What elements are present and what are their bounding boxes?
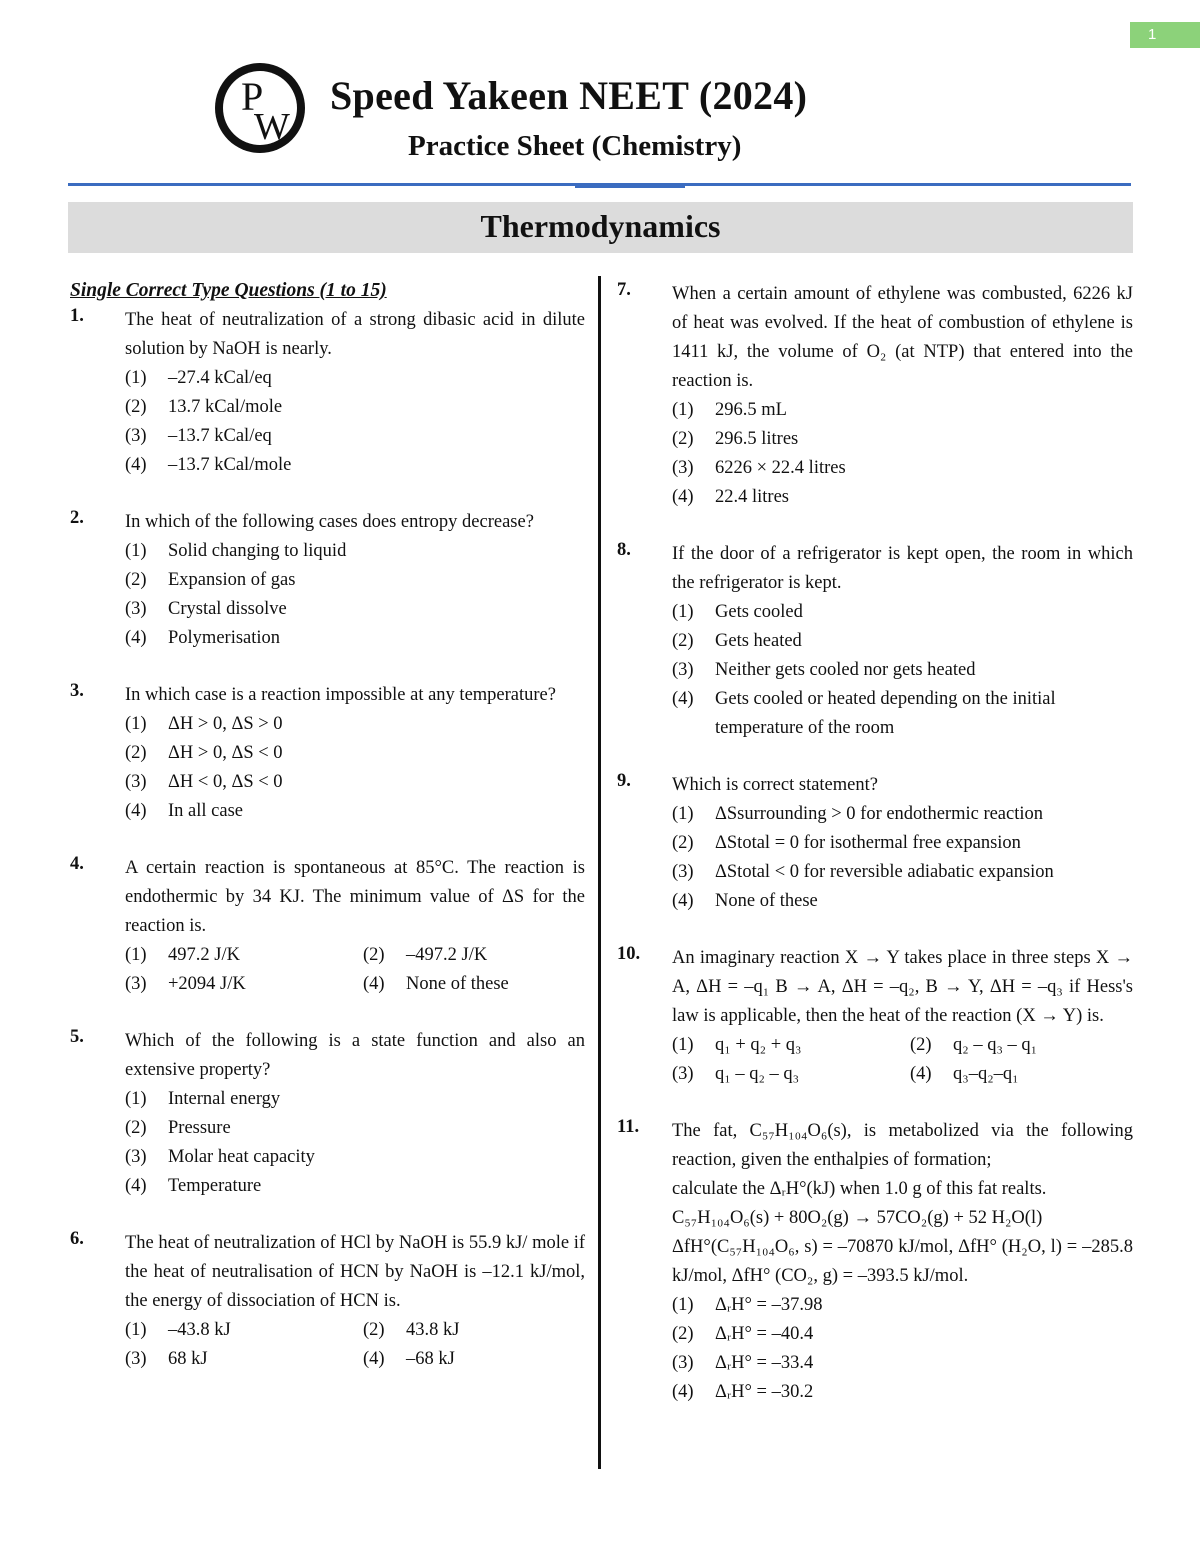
option-label: (4) [125,1176,147,1196]
option-text: –43.8 kJ [168,1320,231,1340]
question-number: 7. [617,280,631,300]
option-label: (3) [125,426,147,446]
option-label: (3) [672,458,694,478]
question-number: 10. [617,944,641,964]
option-text: 296.5 litres [715,429,799,449]
option-label: (4) [125,628,147,648]
page-number: 1 [1130,22,1200,48]
option-text: 13.7 kCal/mole [168,397,283,417]
option-label: (3) [125,1349,147,1369]
reaction-equation: C₅₇H₁₀₄O₆(s) + 80O₂(g) → 57CO₂(g) + 52 H₂O(l) [672,1208,1043,1228]
option[interactable] [672,454,1133,483]
option-text: 68 kJ [168,1349,208,1369]
right-column [617,280,1133,1435]
option[interactable] [672,1378,1133,1407]
question-11 [617,1117,1133,1407]
option[interactable] [672,627,1133,656]
section-title: Single Correct Type Questions (1 to 15) [70,280,387,301]
option[interactable] [672,1349,1133,1378]
option-text: ΔH > 0, ΔS < 0 [168,743,283,763]
option-label: (4) [672,891,694,911]
question-number: 6. [70,1229,84,1249]
question-1 [70,306,585,480]
option[interactable] [125,537,585,566]
question-text: The fat, C₅₇H₁₀₄O₆(s), is metabolized via the following reaction, given the enthalpies of formation; [672,1121,1133,1170]
option-text: –27.4 kCal/eq [168,368,272,388]
option[interactable] [125,393,585,422]
option[interactable] [672,887,1133,916]
option-text: 43.8 kJ [406,1320,460,1340]
option-label: (3) [125,599,147,619]
option[interactable] [125,624,585,653]
option[interactable] [125,595,585,624]
question-text: In which case is a reaction impossible at any temperature? [125,685,556,705]
page-title: Speed Yakeen NEET (2024) [330,73,808,118]
option[interactable] [125,970,363,999]
option[interactable] [672,1320,1133,1349]
option-label: (1) [672,1035,694,1055]
enthalpy-data: ΔfH°(C₅₇H₁₀₄O₆, s) = –70870 kJ/mol, ΔfH° (H₂O, l) = –285.8 kJ/mol, ΔfH° (CO₂, g) = –393.5 kJ/mol. [672,1237,1133,1286]
option-label: (1) [672,804,694,824]
option-label: (2) [363,945,385,965]
option-label: (3) [672,1353,694,1373]
option-label: (4) [672,1382,694,1402]
option-text: ΔᵣH° = –40.4 [715,1324,814,1344]
question-text: If the door of a refrigerator is kept open, the room in which the refrigerator is kept. [672,544,1133,593]
option[interactable] [672,1291,1133,1320]
option-label: (2) [125,570,147,590]
option-label: (2) [672,429,694,449]
option[interactable] [125,1085,585,1114]
option-text: q₁ + q₂ + q₃ [715,1035,802,1055]
option[interactable] [363,941,487,970]
option-label: (3) [125,1147,147,1167]
header-divider-accent [575,186,685,188]
option[interactable] [910,1031,1037,1060]
option-text: –13.7 kCal/eq [168,426,272,446]
option-label: (2) [910,1035,932,1055]
svg-text:P: P [241,74,264,119]
question-text: When a certain amount of ethylene was combusted, 6226 kJ of heat was evolved. If the heat of combustion of ethylene is 1411 kJ, the volume of O₂ (at NTP) that entered into the reaction is. [672,284,1133,391]
option-label: (1) [672,1295,694,1315]
option-label: (1) [125,541,147,561]
option-text: Gets cooled or heated depending on the initial temperature of the room [715,689,1056,738]
option-text: 22.4 litres [715,487,789,507]
option-label: (3) [672,862,694,882]
option[interactable] [125,1143,585,1172]
option-label: (2) [125,397,147,417]
option-label: (4) [125,455,147,475]
option[interactable] [672,598,1133,627]
question-number: 9. [617,771,631,791]
option-text: ΔStotal = 0 for isothermal free expansion [715,833,1021,853]
question-text: Which of the following is a state function and also an extensive property? [125,1031,585,1080]
option-label: (2) [672,631,694,651]
question-number: 11. [617,1117,640,1137]
option-label: (2) [125,1118,147,1138]
option-label: (3) [672,1064,694,1084]
question-5 [70,1027,585,1201]
option[interactable] [672,1060,910,1089]
option-text: Gets cooled [715,602,803,622]
option-text: ΔStotal < 0 for reversible adiabatic expansion [715,862,1054,882]
question-9 [617,771,1133,916]
option-text: Internal energy [168,1089,281,1109]
option[interactable] [125,739,585,768]
question-10 [617,944,1133,1089]
option-text: Polymerisation [168,628,281,648]
option[interactable] [125,768,585,797]
option[interactable] [125,710,585,739]
question-number: 4. [70,854,84,874]
option[interactable] [125,1316,363,1345]
option-text: ΔH < 0, ΔS < 0 [168,772,283,792]
option-label: (1) [125,714,147,734]
option-label: (3) [125,772,147,792]
option-label: (1) [125,945,147,965]
option[interactable] [672,425,1133,454]
column-divider [598,276,601,1469]
option-text: Expansion of gas [168,570,296,590]
option-label: (1) [125,1320,147,1340]
option[interactable] [672,483,1133,512]
option-label: (3) [672,660,694,680]
question-number: 5. [70,1027,84,1047]
option-label: (1) [125,1089,147,1109]
option[interactable] [910,1060,1019,1089]
option-text: Pressure [168,1118,231,1138]
question-text: In which of the following cases does entropy decrease? [125,512,534,532]
option-text: –497.2 J/K [406,945,488,965]
question-text-continued: calculate the ΔᵣH°(kJ) when 1.0 g of this fat realts. [672,1179,1047,1199]
option-text: 296.5 mL [715,400,787,420]
option-text: 497.2 J/K [168,945,240,965]
option-label: (2) [672,833,694,853]
option-label: (1) [672,602,694,622]
option-text: ΔSsurrounding > 0 for endothermic reaction [715,804,1044,824]
question-number: 1. [70,306,84,326]
option[interactable] [125,451,585,480]
option-text: ΔH > 0, ΔS > 0 [168,714,283,734]
option-text: Crystal dissolve [168,599,287,619]
option-text: None of these [715,891,818,911]
option-label: (1) [125,368,147,388]
option[interactable] [125,1114,585,1143]
topic-banner: Thermodynamics [68,202,1133,253]
option[interactable] [125,566,585,595]
option-label: (4) [672,689,694,709]
question-number: 8. [617,540,631,560]
option[interactable] [672,656,1133,685]
question-text: Which is correct statement? [672,775,878,795]
question-7 [617,280,1133,512]
option[interactable] [363,1345,455,1374]
option[interactable] [672,1031,910,1060]
question-text: A certain reaction is spontaneous at 85°C. The reaction is endothermic by 34 KJ. The minimum value of ΔS for the reaction is. [125,858,585,936]
option-text: Solid changing to liquid [168,541,347,561]
option-text: –13.7 kCal/mole [168,455,292,475]
option[interactable] [363,1316,459,1345]
option-text: Gets heated [715,631,802,651]
option-text: –68 kJ [406,1349,455,1369]
option[interactable] [125,422,585,451]
option[interactable] [125,1172,585,1201]
option[interactable] [125,797,585,826]
option-text: In all case [168,801,243,821]
left-column [70,280,585,1402]
option-text: Temperature [168,1176,262,1196]
option-label: (2) [672,1324,694,1344]
option-text: q₁ – q₂ – q₃ [715,1064,800,1084]
option-text: q₂ – q₃ – q₁ [953,1035,1038,1055]
option-label: (3) [125,974,147,994]
option-text: None of these [406,974,509,994]
question-number: 3. [70,681,84,701]
option[interactable] [125,941,363,970]
option-text: ΔᵣH° = –30.2 [715,1382,814,1402]
question-6 [70,1229,585,1374]
option[interactable] [672,858,1133,887]
question-3 [70,681,585,826]
question-text: An imaginary reaction X → Y takes place in three steps X → A, ΔH = –q₁ B → A, ΔH = –q₂, B → Y, ΔH = –q₃ if Hess's law is applicable, then the heat of the reaction (X → Y) is. [672,948,1133,1026]
question-4 [70,854,585,999]
option-label: (4) [363,1349,385,1369]
option[interactable] [363,970,509,999]
option[interactable] [672,829,1133,858]
option-label: (4) [125,801,147,821]
option-text: Molar heat capacity [168,1147,315,1167]
option-text: +2094 J/K [168,974,246,994]
option[interactable] [125,1345,363,1374]
option-text: 6226 × 22.4 litres [715,458,846,478]
option-text: ΔᵣH° = –33.4 [715,1353,814,1373]
option-label: (4) [363,974,385,994]
pw-logo [214,62,306,154]
option[interactable] [672,800,1133,829]
question-text: The heat of neutralization of a strong dibasic acid in dilute solution by NaOH is nearly. [125,310,585,359]
question-2 [70,508,585,653]
option-label: (2) [125,743,147,763]
option[interactable] [125,364,585,393]
option-label: (4) [672,487,694,507]
svg-text:W: W [254,106,290,148]
question-number: 2. [70,508,84,528]
option-label: (4) [910,1064,932,1084]
page-subtitle: Practice Sheet (Chemistry) [408,130,742,162]
option-text: ΔᵣH° = –37.98 [715,1295,823,1315]
question-8 [617,540,1133,743]
question-text: The heat of neutralization of HCl by NaOH is 55.9 kJ/ mole if the heat of neutralisation of HCN by NaOH is –12.1 kJ/mol, the energy of dissociation of HCN is. [125,1233,585,1311]
option[interactable] [672,685,1133,743]
option[interactable] [672,396,1133,425]
option-label: (1) [672,400,694,420]
option-text: q₃–q₂–q₁ [953,1064,1019,1084]
option-text: Neither gets cooled nor gets heated [715,660,976,680]
option-label: (2) [363,1320,385,1340]
